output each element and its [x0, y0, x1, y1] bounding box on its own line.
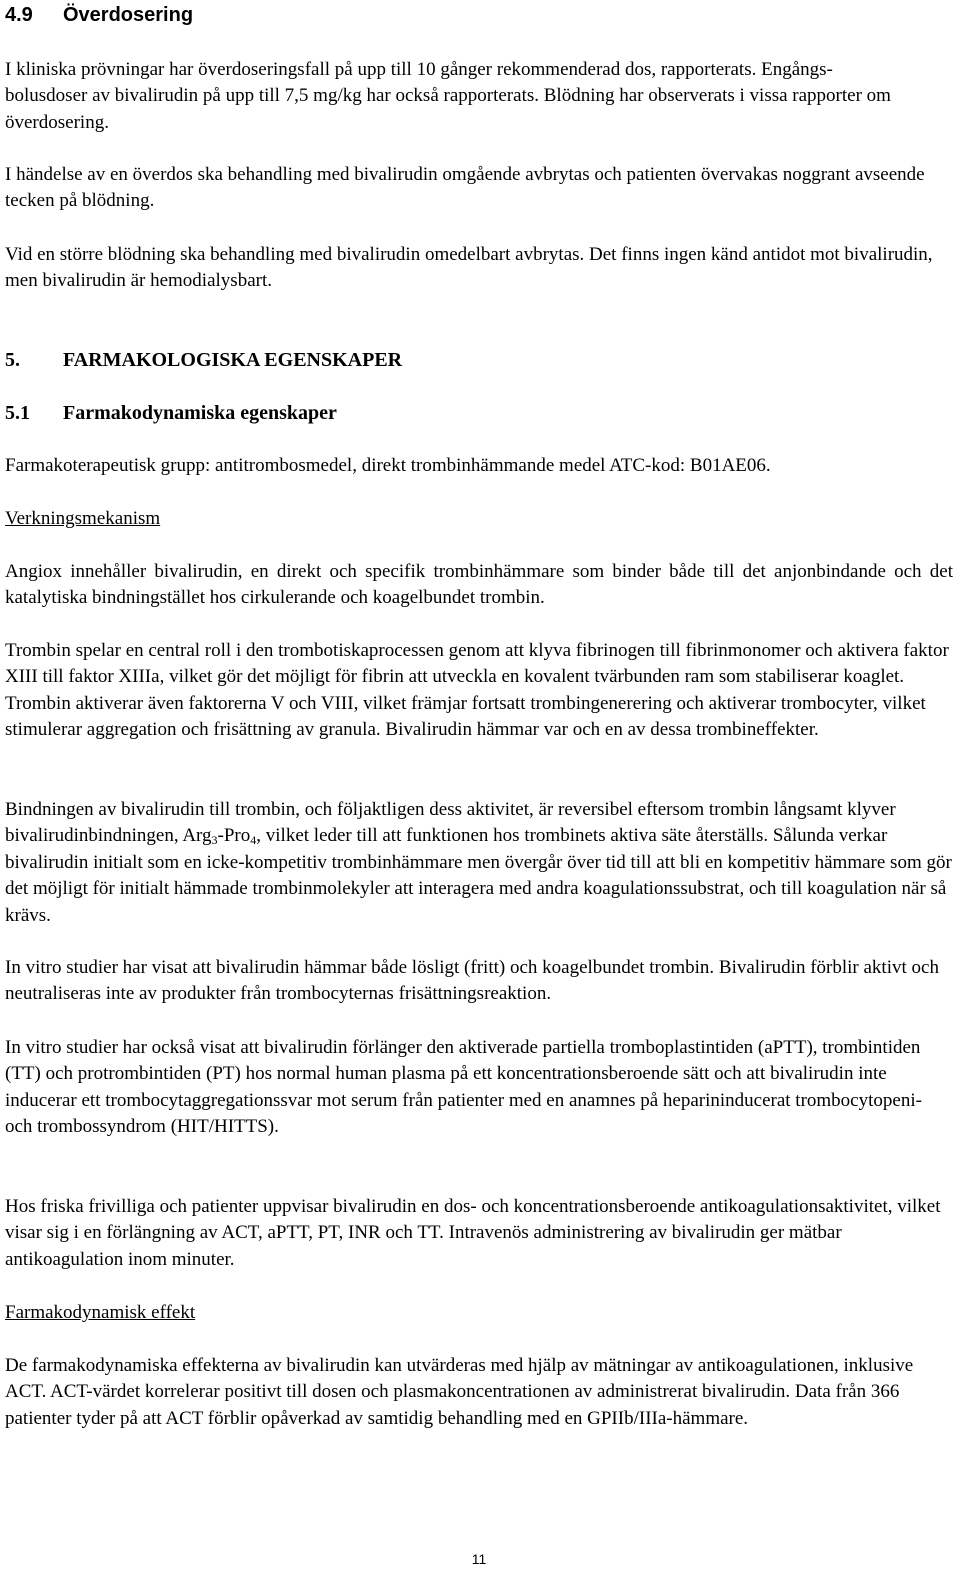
paragraph: [5, 797, 953, 929]
paragraph: De farmakodynamiska effekterna av bivalirudin kan utvärderas med hjälp av mätningar av antikoagulationen, inklusive ACT. ACT-värdet korrelerar positivt till dosen och plasmakoncentrationen av administrerat bivalirudin. Data från 366 patienter tyder på att ACT förblir opåverkad av samtidig behandling med en GPIIb/IIIa-hämmare.: [5, 1355, 914, 1429]
section-title: Farmakodynamiska egenskaper: [63, 402, 337, 424]
paragraph: Angiox innehåller bivalirudin, en direkt och specifik trombinhämmare som binder både till det anjonbindande och det katalytiska bindningstället hos cirkulerande och koagelbundet trombin.: [5, 561, 953, 609]
section-title: FARMAKOLOGISKA EGENSKAPER: [63, 349, 403, 371]
section-title: Överdosering: [63, 4, 194, 26]
text-run: -Pro: [217, 825, 251, 847]
section-heading-4-9: [5, 2, 193, 28]
paragraph: I händelse av en överdos ska behandling med bivalirudin omgående avbrytas och patienten övervakas noggrant avseende tecken på blödning.: [5, 164, 925, 212]
paragraph: Trombin spelar en central roll i den trombotiskaprocessen genom att klyva fibrinogen till fibrinmonomer och aktivera faktor XIII till faktor XIIIa, vilket gör det möjligt för fibrin att utveckla en kovalent tvärbunden ram som stabiliserar koaglet. Trombin aktiverar även faktorerna V och VIII, vilket främjar fortsatt trombingenerering och aktiverar trombocyter, vilket stimulerar aggregation och frisättning av granula. Bivalirudin hämmar var och en av dessa trombineffekter.: [5, 640, 949, 741]
text-run: , vilket leder till att funktionen hos trombinets aktiva säte återställs. Sålunda verkar bivalirudin initialt som en icke-kompetitiv trombinhämmare men övergår över tid till att bli en kompetitiv hämmare som gör det möjligt för initialt hämmade trombinmolekyler att interagera med andra koagulationssubstrat, och till koagulation när så krävs.: [5, 825, 952, 926]
subheading-farmakodynamisk-effekt: Farmakodynamisk effekt: [5, 1302, 196, 1323]
section-heading-5: [5, 347, 402, 373]
paragraph: Vid en större blödning ska behandling med bivalirudin omedelbart avbrytas. Det finns ingen känd antidot mot bivalirudin, men bivalirudin är hemodialysbart.: [5, 244, 933, 292]
paragraph: In vitro studier har också visat att bivalirudin förlänger den aktiverade partiella tromboplastintiden (aPTT), trombintiden (TT) och protrombintiden (PT) hos normal human plasma på ett koncentrationsberoende sätt och att bivalirudin inte inducerar ett trombocytaggregationssvar mot serum från patienter med en anamnes på heparininducerat trombocytopeni- och trombossyndrom (HIT/HITTS).: [5, 1037, 922, 1138]
subscript: 4: [250, 833, 257, 848]
section-number: 5.: [5, 349, 20, 371]
subheading-verkningsmekanism: Verkningsmekanism: [5, 508, 161, 529]
subscript: 3: [211, 833, 218, 848]
paragraph: In vitro studier har visat att bivalirudin hämmar både lösligt (fritt) och koagelbundet trombin. Bivalirudin förblir aktivt och neutraliseras inte av produkter från trombocyternas frisättningsreaktion.: [5, 957, 939, 1005]
section-number: 4.9: [5, 4, 33, 26]
text-run: Bindningen av bivalirudin till trombin, och följaktligen dess aktivitet, är reversibel eftersom trombin långsamt klyver bivalirudinbindningen, Arg: [5, 799, 896, 847]
paragraph: Hos friska frivilliga och patienter uppvisar bivalirudin en dos- och koncentrationsberoende antikoagulationsaktivitet, vilket visar sig i en förlängning av ACT, aPTT, PT, INR och TT. Intravenös administrering av bivalirudin ger mätbar antikoagulation inom minuter.: [5, 1196, 941, 1270]
page-number: 11: [471, 1551, 487, 1567]
paragraph: Farmakoterapeutisk grupp: antitrombosmedel, direkt trombinhämmande medel ATC-kod: B01AE06.: [5, 455, 771, 476]
section-heading-5-1: [5, 400, 337, 426]
section-number: 5.1: [5, 402, 30, 424]
paragraph: I kliniska prövningar har överdoseringsfall på upp till 10 gånger rekommenderad dos, rapporterats. Engångs-bolusdoser av bivalirudin på upp till 7,5 mg/kg har också rapporterats. Blödning har observerats i vissa rapporter om överdosering.: [5, 59, 891, 133]
